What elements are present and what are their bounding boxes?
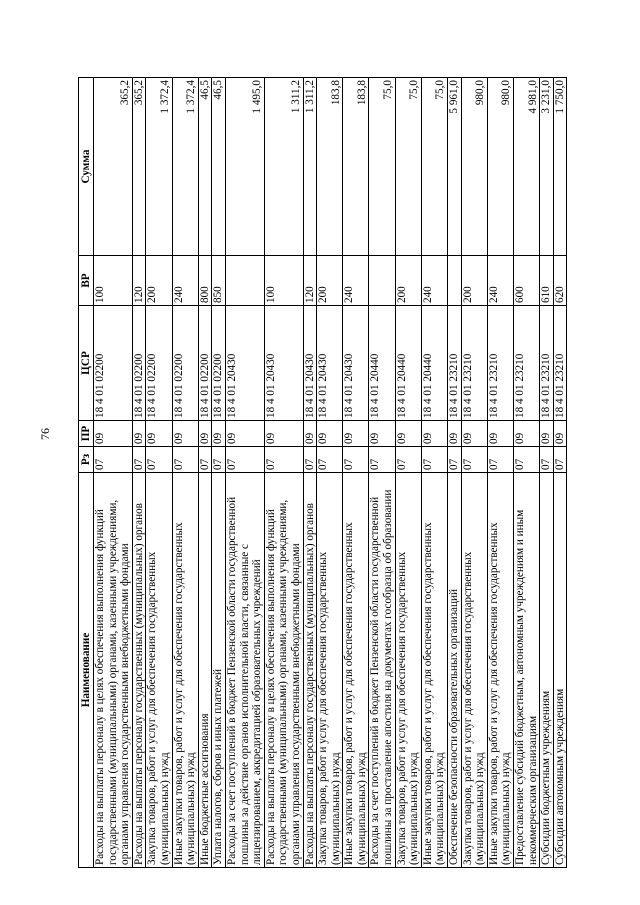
row-csr-cell: 18 4 01 20430 (317, 306, 343, 421)
row-sum-cell: 183,8 (317, 78, 343, 256)
table-row (303, 78, 317, 868)
row-rz-cell: 07 (514, 447, 540, 473)
row-name-cell: Иные бюджетные ассигнования (198, 473, 212, 868)
header-sum: Сумма (79, 78, 94, 256)
row-pr-cell: 09 (198, 421, 212, 447)
row-csr-cell: 18 4 01 23210 (553, 306, 567, 421)
row-sum-cell: 46,5 (198, 78, 212, 256)
row-pr-cell: 09 (225, 421, 264, 447)
header-row (79, 78, 94, 868)
page-number: 76 (38, 428, 52, 440)
table-row (369, 78, 395, 868)
row-name-cell: Иные закупки товаров, работ и услуг для обеспечения государственных (муниципальных) нужд (421, 473, 447, 868)
row-rz-cell: 07 (94, 447, 133, 473)
table-row (553, 78, 567, 868)
row-pr-cell: 09 (146, 421, 172, 447)
row-name-cell: Расходы на выплаты персоналу в целях обеспечения выполнения функций государственными (муниципальными) органами, казенными учреждениями, органами управления государственными внебюджетными фондами (264, 473, 303, 868)
row-name-cell: Субсидии бюджетным учреждениям (540, 473, 554, 868)
row-sum-cell: 1 311,2 (264, 78, 303, 256)
row-rz-cell: 07 (172, 447, 198, 473)
table-row (172, 78, 198, 868)
row-name-cell: Иные закупки товаров, работ и услуг для обеспечения государственных (муниципальных) нужд (172, 473, 198, 868)
row-pr-cell: 09 (487, 421, 513, 447)
row-sum-cell: 75,0 (421, 78, 447, 256)
row-name-cell: Расходы на выплаты персоналу государственных (муниципальных) органов (303, 473, 317, 868)
row-csr-cell: 18 4 01 23210 (514, 306, 540, 421)
row-rz-cell: 07 (343, 447, 369, 473)
budget-table (78, 77, 567, 868)
row-csr-cell: 18 4 01 20430 (225, 306, 264, 421)
row-vr-cell (225, 256, 264, 306)
row-rz-cell: 07 (317, 447, 343, 473)
row-name-cell: Закупка товаров, работ и услуг для обеспечения государственных (муниципальных) нужд (146, 473, 172, 868)
row-name-cell: Расходы за счет поступлений в бюджет Пензенской области государственной пошлины за проставление апостиля на документах гособразца об образовании (369, 473, 395, 868)
row-sum-cell: 3 231,0 (540, 78, 554, 256)
row-csr-cell: 18 4 01 02200 (132, 306, 146, 421)
row-sum-cell: 75,0 (369, 78, 395, 256)
row-sum-cell: 4 981,0 (514, 78, 540, 256)
row-rz-cell: 07 (146, 447, 172, 473)
row-sum-cell: 75,0 (395, 78, 421, 256)
row-vr-cell: 200 (317, 256, 343, 306)
table-row (343, 78, 369, 868)
row-sum-cell: 183,8 (343, 78, 369, 256)
row-pr-cell: 09 (212, 421, 226, 447)
row-vr-cell: 240 (421, 256, 447, 306)
row-sum-cell: 980,0 (461, 78, 487, 256)
row-rz-cell: 07 (421, 447, 447, 473)
row-pr-cell: 09 (94, 421, 133, 447)
row-pr-cell: 09 (540, 421, 554, 447)
table-row (94, 78, 133, 868)
row-rz-cell: 07 (132, 447, 146, 473)
row-pr-cell: 09 (317, 421, 343, 447)
row-csr-cell: 18 4 01 20430 (303, 306, 317, 421)
table-header (79, 78, 94, 868)
row-vr-cell: 100 (94, 256, 133, 306)
row-name-cell: Уплата налогов, сборов и иных платежей (212, 473, 226, 868)
row-vr-cell: 120 (132, 256, 146, 306)
row-pr-cell: 09 (132, 421, 146, 447)
row-csr-cell: 18 4 01 23210 (448, 306, 462, 421)
row-name-cell: Расходы за счет поступлений в бюджет Пензенской области государственной пошлины за действие органов исполнительной власти, связанные с лицензированием, аккредитацией образовательных учреждений (225, 473, 264, 868)
row-pr-cell: 09 (461, 421, 487, 447)
row-rz-cell: 07 (395, 447, 421, 473)
row-sum-cell: 1 372,4 (172, 78, 198, 256)
table-row (132, 78, 146, 868)
row-sum-cell: 46,5 (212, 78, 226, 256)
row-csr-cell: 18 4 01 20440 (369, 306, 395, 421)
row-vr-cell: 100 (264, 256, 303, 306)
table-body (94, 78, 567, 868)
row-sum-cell: 365,2 (132, 78, 146, 256)
header-csr: ЦСР (79, 306, 94, 421)
row-name-cell: Закупка товаров, работ и услуг для обеспечения государственных (муниципальных) нужд (317, 473, 343, 868)
row-pr-cell: 09 (553, 421, 567, 447)
table-row (421, 78, 447, 868)
row-csr-cell: 18 4 01 02200 (172, 306, 198, 421)
row-vr-cell: 600 (514, 256, 540, 306)
row-csr-cell: 18 4 01 02200 (198, 306, 212, 421)
table-row (317, 78, 343, 868)
row-csr-cell: 18 4 01 23210 (540, 306, 554, 421)
row-rz-cell: 07 (553, 447, 567, 473)
row-csr-cell: 18 4 01 20440 (395, 306, 421, 421)
budget-table-container (78, 78, 567, 868)
row-sum-cell: 980,0 (487, 78, 513, 256)
row-name-cell: Иные закупки товаров, работ и услуг для обеспечения государственных (муниципальных) нужд (343, 473, 369, 868)
header-vr: ВР (79, 256, 94, 306)
row-vr-cell: 240 (343, 256, 369, 306)
row-pr-cell: 09 (343, 421, 369, 447)
row-name-cell: Предоставление субсидий бюджетным, автономным учреждениям и иным некоммерческим организациям (514, 473, 540, 868)
row-rz-cell: 07 (198, 447, 212, 473)
row-vr-cell: 120 (303, 256, 317, 306)
table-row (514, 78, 540, 868)
row-csr-cell: 18 4 01 20430 (343, 306, 369, 421)
row-rz-cell: 07 (461, 447, 487, 473)
row-rz-cell: 07 (369, 447, 395, 473)
row-sum-cell: 1 311,2 (303, 78, 317, 256)
row-sum-cell: 5 961,0 (448, 78, 462, 256)
table-row (212, 78, 226, 868)
row-pr-cell: 09 (421, 421, 447, 447)
row-pr-cell: 09 (395, 421, 421, 447)
row-pr-cell: 09 (514, 421, 540, 447)
row-csr-cell: 18 4 01 20430 (264, 306, 303, 421)
row-sum-cell: 365,2 (94, 78, 133, 256)
row-rz-cell: 07 (487, 447, 513, 473)
row-vr-cell: 200 (461, 256, 487, 306)
row-pr-cell: 09 (264, 421, 303, 447)
table-row (540, 78, 554, 868)
row-vr-cell: 850 (212, 256, 226, 306)
row-pr-cell: 09 (172, 421, 198, 447)
row-vr-cell: 240 (487, 256, 513, 306)
row-name-cell: Закупка товаров, работ и услуг для обеспечения государственных (муниципальных) нужд (395, 473, 421, 868)
row-name-cell: Субсидии автономным учреждениям (553, 473, 567, 868)
table-row (461, 78, 487, 868)
table-row (198, 78, 212, 868)
row-csr-cell: 18 4 01 02200 (212, 306, 226, 421)
row-vr-cell: 800 (198, 256, 212, 306)
row-csr-cell: 18 4 01 23210 (461, 306, 487, 421)
row-vr-cell: 240 (172, 256, 198, 306)
row-rz-cell: 07 (264, 447, 303, 473)
row-csr-cell: 18 4 01 20440 (421, 306, 447, 421)
table-row (487, 78, 513, 868)
header-pr: ПР (79, 421, 94, 447)
row-csr-cell: 18 4 01 02200 (94, 306, 133, 421)
row-vr-cell (448, 256, 462, 306)
row-rz-cell: 07 (212, 447, 226, 473)
table-row (225, 78, 264, 868)
row-name-cell: Расходы на выплаты персоналу в целях обеспечения выполнения функций государственными (муниципальными) органами, казенными учреждениями, органами управления государственными внебюджетными фондами (94, 473, 133, 868)
row-sum-cell: 1 372,4 (146, 78, 172, 256)
table-row (264, 78, 303, 868)
row-vr-cell: 610 (540, 256, 554, 306)
row-sum-cell: 1 750,0 (553, 78, 567, 256)
row-vr-cell (369, 256, 395, 306)
row-rz-cell: 07 (448, 447, 462, 473)
row-rz-cell: 07 (225, 447, 264, 473)
row-name-cell: Обеспечение безопасности образовательных организаций (448, 473, 462, 868)
table-row (146, 78, 172, 868)
table-row (395, 78, 421, 868)
row-pr-cell: 09 (303, 421, 317, 447)
row-pr-cell: 09 (369, 421, 395, 447)
row-rz-cell: 07 (303, 447, 317, 473)
row-pr-cell: 09 (448, 421, 462, 447)
row-vr-cell: 620 (553, 256, 567, 306)
table-row (448, 78, 462, 868)
row-vr-cell: 200 (146, 256, 172, 306)
row-rz-cell: 07 (540, 447, 554, 473)
row-name-cell: Иные закупки товаров, работ и услуг для обеспечения государственных (муниципальных) нужд (487, 473, 513, 868)
row-name-cell: Расходы на выплаты персоналу государственных (муниципальных) органов (132, 473, 146, 868)
row-csr-cell: 18 4 01 02200 (146, 306, 172, 421)
row-name-cell: Закупка товаров, работ и услуг для обеспечения государственных (муниципальных) нужд (461, 473, 487, 868)
row-sum-cell: 1 495,0 (225, 78, 264, 256)
header-name: Наименование (79, 473, 94, 868)
row-csr-cell: 18 4 01 23210 (487, 306, 513, 421)
row-vr-cell: 200 (395, 256, 421, 306)
header-rz: Рз (79, 447, 94, 473)
